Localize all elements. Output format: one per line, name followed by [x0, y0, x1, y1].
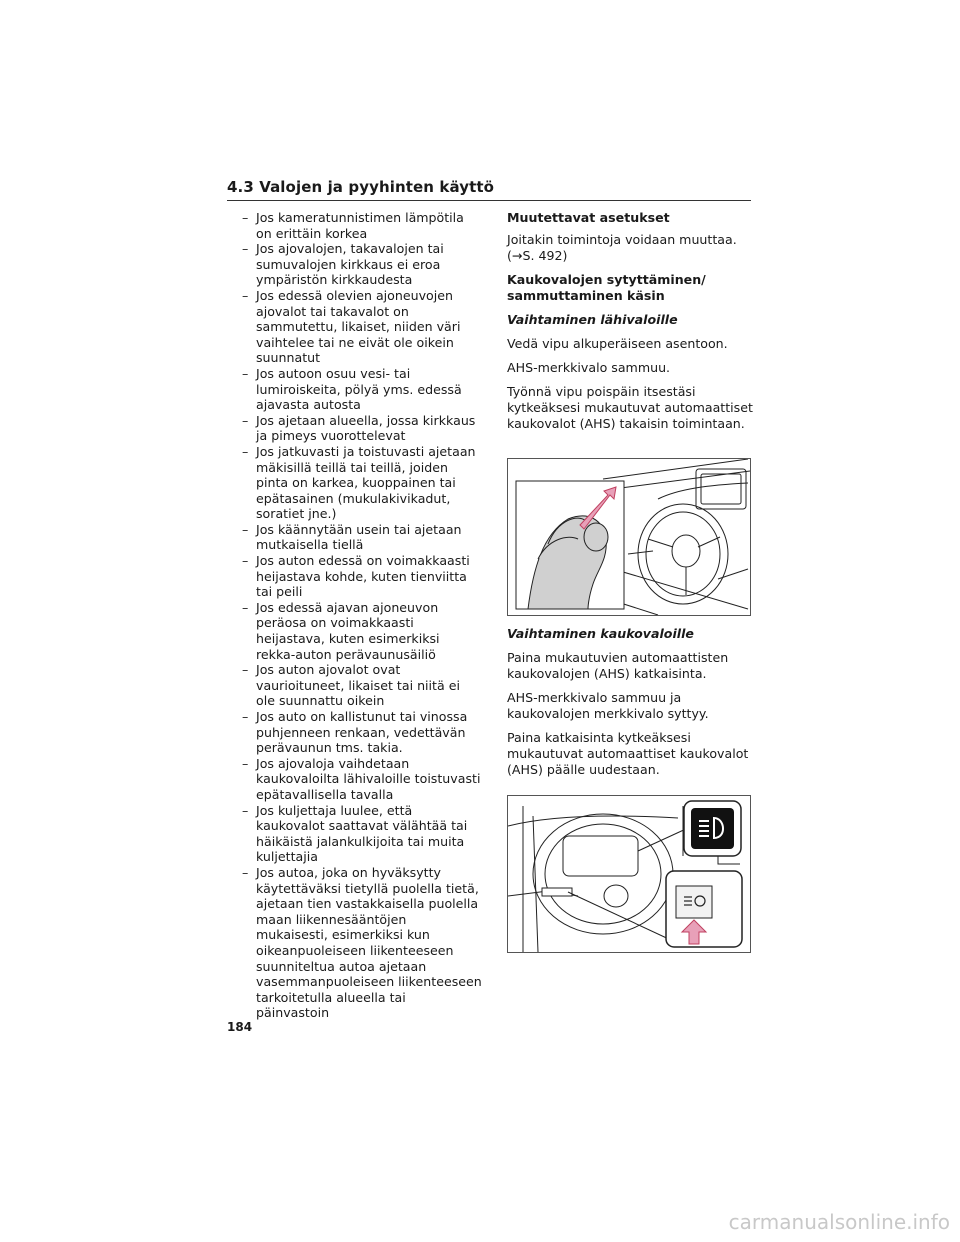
lever-illustration	[507, 458, 751, 616]
header-divider	[227, 200, 751, 201]
right-column	[507, 210, 757, 440]
list-item: – Jos ajovaloja vaihdetaan kaukovaloilta lähivaloille toistuvasti epätavallisella tavalla	[242, 755, 481, 802]
high-beam-heading: Vaihtaminen kaukovaloille	[507, 626, 694, 641]
list-item: – Jos ajovalojen, takavalojen tai sumuvalojen kirkkaus ei eroa ympäristön kirkkaudesta	[242, 241, 444, 288]
section-title: 4.3 Valojen ja pyyhinten käyttö	[227, 178, 495, 196]
list-item: – Jos auto on kallistunut tai vinossa puhjenneen renkaan, vedettävän perävaunun tms. takia.	[242, 709, 468, 756]
list-item: – Jos ajetaan alueella, jossa kirkkaus ja pimeys vuorottelevat	[242, 412, 476, 444]
list-item: – Jos auton edessä on voimakkaasti heijastava kohde, kuten tienviitta tai peili	[242, 553, 470, 600]
list-item: – Jos jatkuvasti ja toistuvasti ajetaan mäkisillä teillä tai teillä, joiden pinta on karkea, kuoppainen tai epätasainen (mukulakivikadut, soratiet jne.)	[242, 443, 476, 522]
low-beam-step-2: AHS-merkkivalo sammuu.	[507, 360, 671, 375]
list-item: – Jos edessä olevien ajoneuvojen ajovalot tai takavalot on sammutettu, likaiset, niiden väri vaihtelee tai ne eivät ole oikein suunnatut	[242, 287, 461, 366]
page-number: 184	[227, 1020, 253, 1034]
ahs-switch-illustration	[507, 795, 751, 953]
watermark: carmanualsonline.info	[728, 1210, 950, 1234]
condition-list	[242, 210, 482, 1021]
list-item: – Jos käännytään usein tai ajetaan mutkaisella tiellä	[242, 521, 462, 553]
right-column-lower	[507, 626, 757, 786]
list-item: – Jos autoon osuu vesi- tai lumiroiskeita, pölyä yms. edessä ajavasta autosta	[242, 365, 462, 413]
low-beam-heading: Vaihtaminen lähivaloille	[507, 312, 678, 327]
high-beam-step-2: AHS-merkkivalo sammuu ja kaukovalojen merkkivalo syttyy.	[507, 690, 709, 721]
list-item: – Jos kameratunnistimen lämpötila on erittäin korkea	[242, 210, 464, 241]
list-item: – Jos kuljettaja luulee, että kaukovalot saattavat välähtää tai häikäistä jalankulkijoita tai muita kuljettajia	[242, 802, 468, 865]
list-item: – Jos edessä ajavan ajoneuvon peräosa on voimakkaasti heijastava, kuten esimerkiksi rekka-auton perävaunusäiliö	[242, 599, 440, 662]
list-item: – Jos autoa, joka on hyväksytty käytettäväksi tietyllä puolella tietä, ajetaan tien vastakkaisella puolella maan liikennesääntöjen mukaisesti, esimerkiksi kun oikeanpuoleiseen liikenteeseen suunniteltua autoa ajetaan vasemmanpuoleiseen liikenteeseen tarkoitetulla alueella tai päinvastoin	[242, 864, 482, 1021]
low-beam-step-1: Vedä vipu alkuperäiseen asentoon.	[507, 336, 728, 351]
list-item: – Jos auton ajovalot ovat vaurioituneet, likaiset tai niitä ei ole suunnattu oikein	[242, 662, 460, 709]
custom-settings-heading: Muutettavat asetukset	[507, 210, 670, 225]
high-beam-step-1: Paina mukautuvien automaattisten kaukovalojen (AHS) katkaisinta.	[507, 650, 729, 681]
manual-heading: Kaukovalojen sytyttäminen/ sammuttaminen käsin	[507, 272, 706, 303]
page-reference-link[interactable]: (→S. 492)	[507, 248, 568, 263]
page-header	[227, 178, 751, 196]
low-beam-step-3: Työnnä vipu poispäin itsestäsi kytkeäksesi mukautuvat automaattiset kaukovalot (AHS) takaisin toimintaan.	[507, 384, 753, 431]
high-beam-step-3: Paina katkaisinta kytkeäksesi mukautuvat automaattiset kaukovalot (AHS) päälle uudestaan.	[507, 730, 749, 777]
custom-settings-text: Joitakin toimintoja voidaan muuttaa. (→S. 492)	[507, 232, 737, 263]
